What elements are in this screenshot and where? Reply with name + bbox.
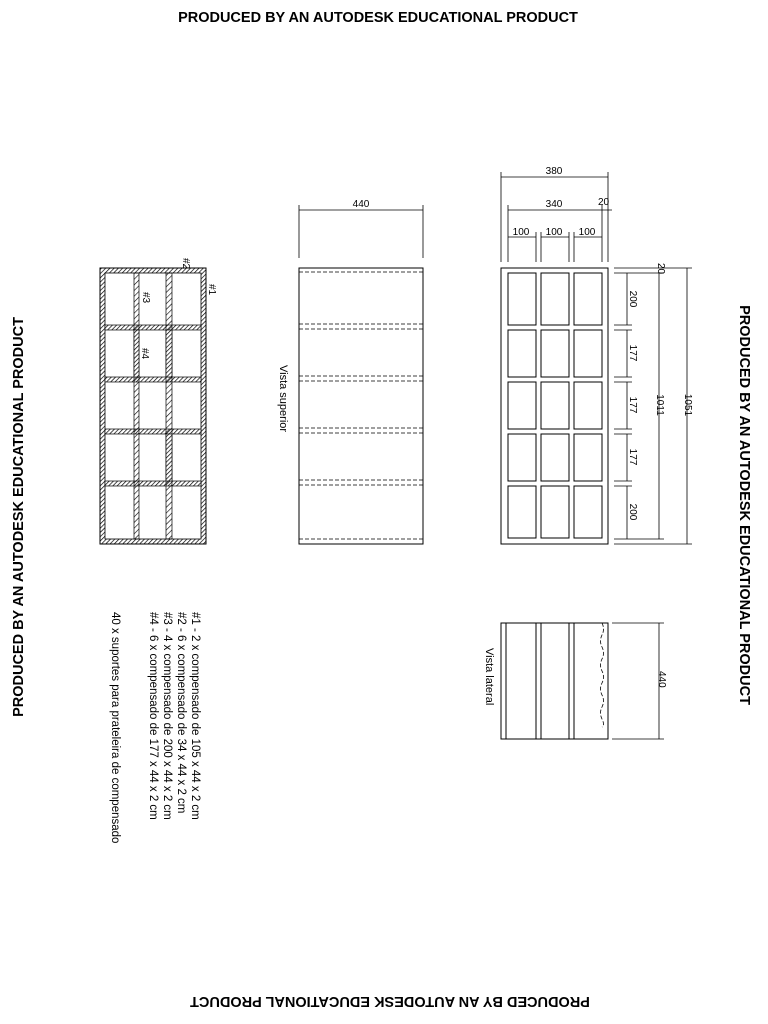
parts-list-line-2: #2 - 6 x compensado de 34 x 44 x 2 cm: [175, 612, 187, 814]
cell-width-dim-3: 100: [578, 227, 596, 238]
divider-segment: [166, 434, 172, 481]
divider-left: [134, 273, 139, 539]
cell: [508, 273, 536, 325]
cell: [508, 382, 536, 429]
parts-list-line-4: #4 - 6 x compensado de 177 x 44 x 2 cm: [147, 612, 159, 820]
cell: [508, 486, 536, 538]
part-label-1: #1: [206, 284, 217, 296]
hidden-back-edge: [601, 623, 604, 727]
cell: [574, 382, 602, 429]
cell: [574, 486, 602, 538]
cell: [508, 434, 536, 481]
overall-width-dim: 380: [545, 166, 563, 177]
cell: [574, 434, 602, 481]
parts-list: [109, 612, 201, 843]
part-label-2: #2: [180, 258, 191, 270]
cell: [574, 273, 602, 325]
front-view-outline: [501, 268, 608, 544]
cell: [541, 486, 569, 538]
cell: [541, 434, 569, 481]
cell-width-dim-1: 100: [512, 227, 530, 238]
part-label-3: #3: [140, 292, 151, 304]
watermark-bottom: PRODUCED BY AN AUTODESK EDUCATIONAL PRODUCT: [190, 993, 590, 1009]
part-label-4: #4: [139, 348, 150, 360]
row-height-dim-2: 177: [627, 344, 638, 362]
side-view-depth-dim: 440: [656, 671, 667, 688]
top-view-width-dim: 440: [352, 199, 370, 210]
side-view-label: Vista lateral: [483, 648, 495, 706]
inner-cavity: [105, 273, 201, 539]
top-view: [277, 199, 423, 544]
cell: [541, 382, 569, 429]
inner-width-dim: 340: [545, 199, 563, 210]
side-view: [483, 623, 667, 739]
shelf-1: [105, 325, 201, 330]
cell: [541, 273, 569, 325]
exploded-view: [100, 258, 217, 544]
shelf-3: [105, 429, 201, 434]
top-view-outline: [299, 268, 423, 544]
row-height-dim-4: 177: [627, 448, 638, 466]
row-height-dim-3: 177: [627, 396, 638, 414]
divider-segment: [134, 330, 139, 377]
row-height-dim-1: 200: [627, 290, 638, 308]
watermark-right: PRODUCED BY AN AUTODESK EDUCATIONAL PRODUCT: [736, 305, 752, 705]
front-view: [501, 166, 693, 544]
watermark-left: PRODUCED BY AN AUTODESK EDUCATIONAL PRODUCT: [11, 317, 27, 717]
parts-list-line-6: 40 x suportes para prateleira de compensado: [109, 612, 121, 844]
side-view-outline: [501, 623, 608, 739]
parts-list-line-3: #3 - 4 x compensado de 200 x 44 x 2 cm: [161, 612, 173, 820]
top-gap-dim: 20: [655, 263, 666, 275]
divider-segment: [166, 330, 172, 377]
side-thickness-dim: 20: [598, 197, 610, 208]
shelf-2: [105, 377, 201, 382]
overall-height-dim: 1051: [682, 393, 693, 417]
cell: [574, 330, 602, 377]
cell-width-dim-2: 100: [545, 227, 563, 238]
top-view-label: Vista superior: [277, 365, 289, 433]
cell: [508, 330, 536, 377]
cell: [541, 330, 569, 377]
divider-right: [166, 273, 172, 539]
shelf-4: [105, 481, 201, 486]
parts-list-line-1: #1 - 2 x compensado de 105 x 44 x 2 cm: [189, 612, 201, 820]
inner-height-dim: 1011: [654, 394, 665, 416]
row-height-dim-5: 200: [627, 503, 638, 521]
watermark-top: PRODUCED BY AN AUTODESK EDUCATIONAL PRODUCT: [178, 10, 578, 26]
